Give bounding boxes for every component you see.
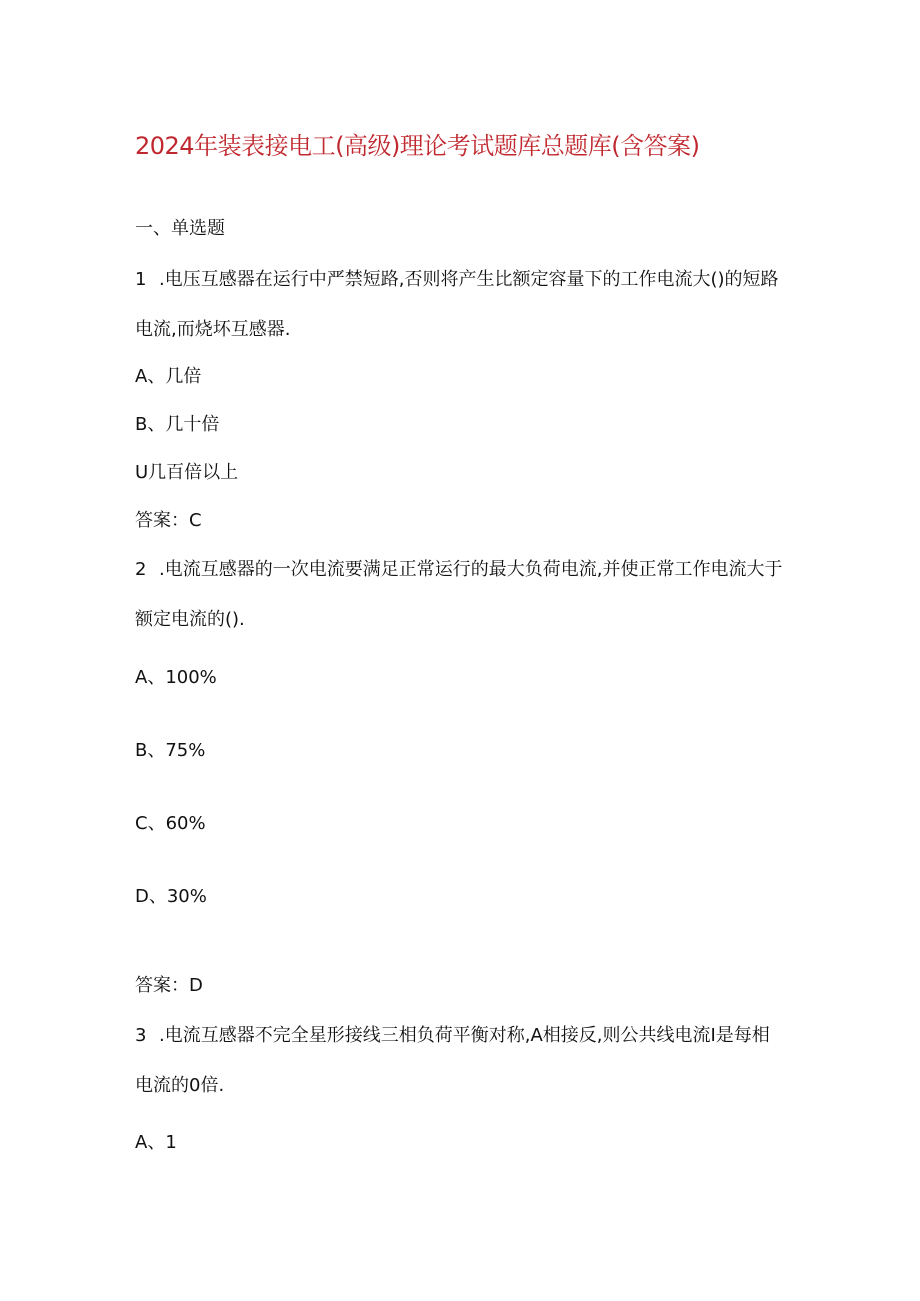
question-3: [135, 1011, 785, 1111]
option-a: A、100%: [135, 667, 217, 688]
option-a: A、几倍: [135, 366, 202, 387]
question-stem: .电压互感器在运行中严禁短路,否则将产生比额定容量下的工作电流大()的短路电流,而烧坏互感器.: [135, 269, 779, 340]
question-number: 2: [135, 559, 147, 580]
option-c: U几百倍以上: [135, 462, 239, 483]
answer: 答案：D: [135, 975, 203, 996]
option-c: C、60%: [135, 813, 206, 834]
question-2: [135, 545, 785, 645]
question-number: 1: [135, 269, 147, 290]
answer: 答案：C: [135, 510, 202, 531]
option-b: B、75%: [135, 740, 206, 761]
section-heading: 一、单选题: [135, 218, 225, 239]
question-1: [135, 255, 785, 355]
option-b: B、几十倍: [135, 414, 220, 435]
document-title: 2024年装表接电工(高级)理论考试题库总题库(含答案): [135, 132, 700, 160]
option-a: A、1: [135, 1132, 177, 1153]
question-stem: .电流互感器的一次电流要满足正常运行的最大负荷电流,并使正常工作电流大于额定电流的().: [135, 559, 783, 630]
option-d: D、30%: [135, 886, 207, 907]
question-number: 3: [135, 1025, 147, 1046]
question-stem: .电流互感器不完全星形接线三相负荷平衡对称,A相接反,则公共线电流I是每相电流的0倍.: [135, 1025, 770, 1096]
